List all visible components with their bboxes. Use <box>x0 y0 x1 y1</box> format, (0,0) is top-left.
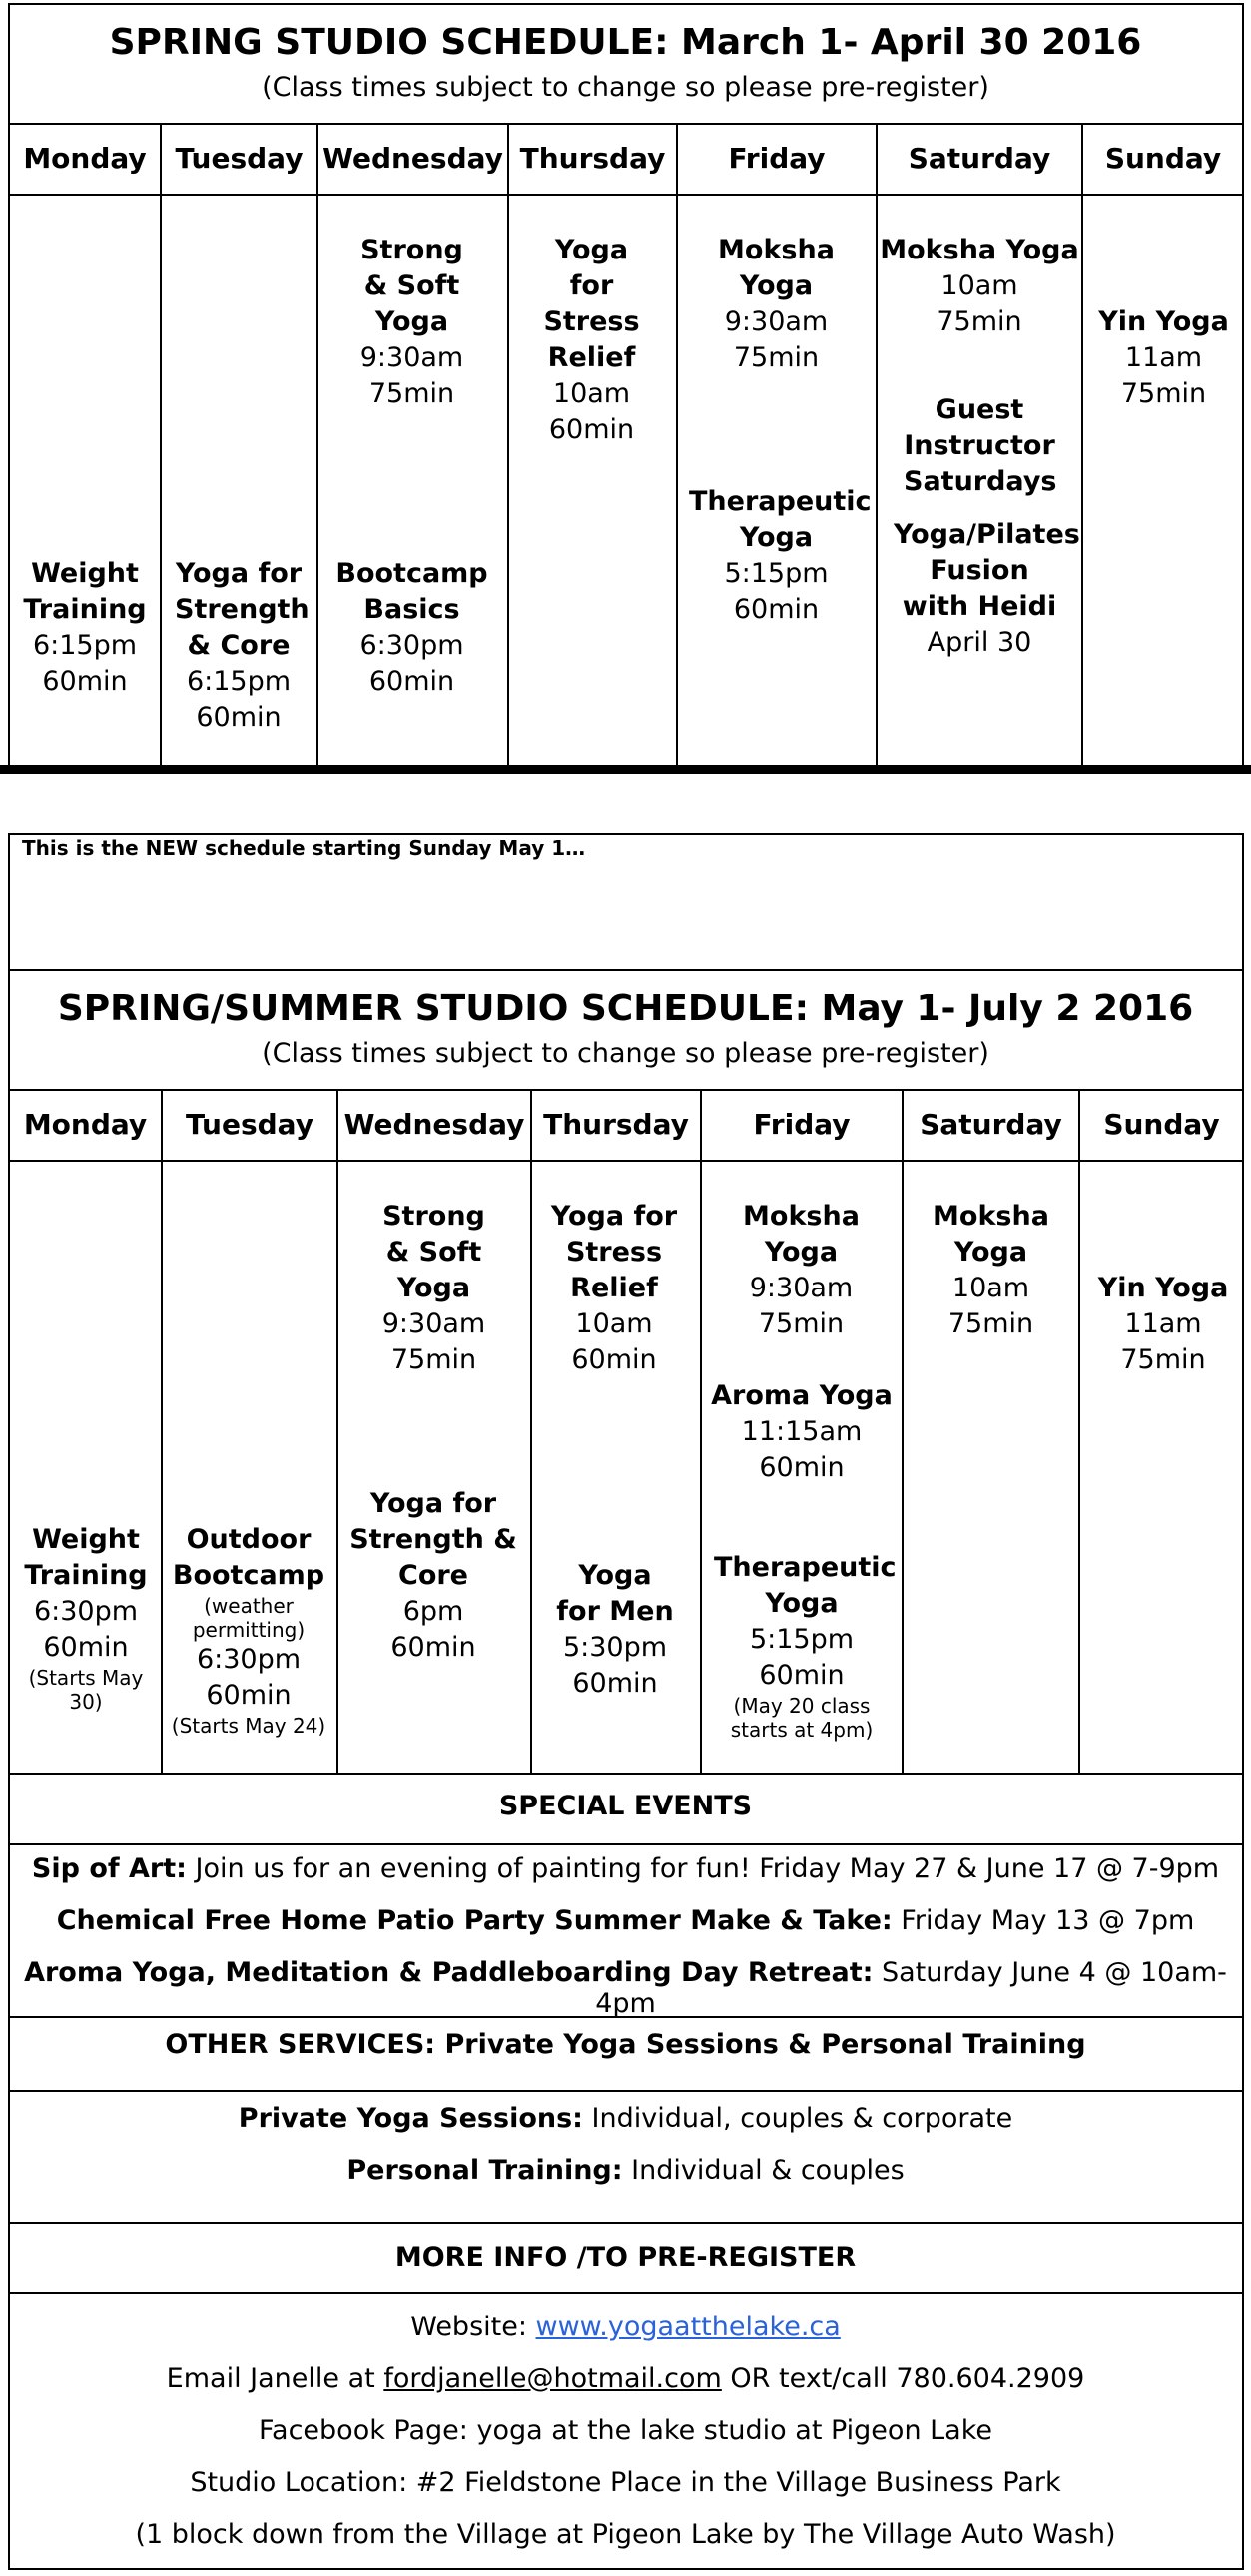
class-name: Aroma Yoga <box>711 1380 893 1411</box>
bottom-schedule-subtitle: (Class times subject to change so please pre-register) <box>262 1038 989 1069</box>
class-time: 9:30am <box>749 1273 854 1303</box>
top-schedule-subtitle: (Class times subject to change so please pre-register) <box>262 72 989 103</box>
class-block <box>366 1199 501 1378</box>
class-duration: 60min <box>43 1632 129 1663</box>
special-events-heading-divider <box>8 1843 1244 1845</box>
event-text: Friday May 13 @ 7pm <box>892 1905 1195 1936</box>
day-header-sunday: Sunday <box>1103 1108 1220 1141</box>
special-events-divider <box>8 1773 1244 1775</box>
class-block <box>554 1558 676 1702</box>
class-name: Yoga for Strength & Core <box>175 558 310 661</box>
day-header-saturday: Saturday <box>920 1108 1062 1141</box>
class-note: (May 20 class starts at 4pm) <box>730 1694 874 1742</box>
class-note: (weather permitting) <box>192 1594 306 1642</box>
class-block <box>894 517 1080 661</box>
day-header-friday: Friday <box>728 142 826 175</box>
special-events-heading: SPECIAL EVENTS <box>498 1791 753 1821</box>
class-duration: 75min <box>758 1308 845 1339</box>
class-block <box>1084 1271 1242 1378</box>
service-text: Individual, couples & corporate <box>582 2103 1013 2134</box>
top-header-divider <box>8 123 1244 125</box>
class-time: 9:30am <box>381 1308 486 1339</box>
class-name: Strong & Soft Yoga <box>382 1201 485 1303</box>
bottom-dayrow-divider <box>8 1160 1244 1162</box>
class-name: Therapeutic Yoga <box>689 486 872 553</box>
event-label: Aroma Yoga, Meditation & Paddleboarding Day Retreat: <box>24 1957 874 1988</box>
event-text: Join us for an evening of painting for fun! Friday May 27 & June 17 @ 7-9pm <box>186 1853 1220 1884</box>
class-name: Moksha Yoga <box>933 1201 1049 1268</box>
email-line <box>10 2363 1241 2394</box>
class-duration: 60min <box>42 666 128 697</box>
class-name: Yoga for Men <box>556 1560 674 1627</box>
class-date: April 30 <box>927 627 1032 658</box>
top-col-divider <box>160 124 162 768</box>
section-separator <box>0 765 1251 774</box>
day-header-tuesday: Tuesday <box>175 142 304 175</box>
class-time: 5:15pm <box>749 1624 855 1655</box>
class-duration: 60min <box>733 594 820 625</box>
class-name: Yin Yoga <box>1097 1273 1229 1303</box>
top-col-divider <box>676 124 678 768</box>
email-link[interactable]: fordjanelle@hotmail.com <box>383 2363 722 2394</box>
class-name: Outdoor Bootcamp <box>172 1524 325 1591</box>
class-time: 11am <box>1124 342 1203 373</box>
bottom-col-divider <box>336 1090 338 1773</box>
other-services-divider <box>8 2016 1244 2018</box>
more-info-divider <box>8 2222 1244 2224</box>
top-col-divider <box>316 124 318 768</box>
class-duration: 75min <box>733 342 820 373</box>
day-header-monday: Monday <box>23 1108 148 1141</box>
class-name: Yoga/Pilates Fusion with Heidi <box>894 519 1080 622</box>
class-time: 10am <box>575 1308 653 1339</box>
class-name: Strong & Soft Yoga <box>360 235 463 337</box>
class-name: Moksha Yoga <box>880 235 1079 265</box>
more-info-heading: MORE INFO /TO PRE-REGISTER <box>394 2242 857 2273</box>
bottom-col-divider <box>1078 1090 1080 1773</box>
class-time: 6:30pm <box>196 1644 302 1675</box>
class-duration: 60min <box>196 702 282 733</box>
class-block <box>714 1550 897 1742</box>
top-dayrow-divider <box>8 194 1244 196</box>
class-block <box>549 1199 679 1378</box>
class-name: Guest Instructor Saturdays <box>904 394 1057 497</box>
class-duration: 60min <box>206 1680 292 1711</box>
event-label: Sip of Art: <box>31 1853 187 1884</box>
service-label: Private Yoga Sessions: <box>238 2103 583 2134</box>
website-line <box>10 2312 1241 2342</box>
class-name: Therapeutic Yoga <box>714 1552 897 1619</box>
class-duration: 75min <box>1120 378 1207 409</box>
more-info-heading-divider <box>8 2292 1244 2294</box>
email-prefix: Email Janelle at <box>166 2363 384 2394</box>
directions-line: (1 block down from the Village at Pigeon Lake by The Village Auto Wash) <box>135 2519 1116 2550</box>
day-header-thursday: Thursday <box>519 142 666 175</box>
class-block <box>714 233 839 376</box>
day-header-wednesday: Wednesday <box>322 142 503 175</box>
event-text: Saturday June 4 @ 10am-4pm <box>595 1957 1227 2019</box>
class-time: 6pm <box>402 1596 464 1627</box>
class-name: Yoga for Strength & Core <box>349 1488 517 1591</box>
day-header-tuesday: Tuesday <box>186 1108 313 1141</box>
event-day-retreat <box>10 1957 1241 2019</box>
class-duration: 60min <box>572 1668 658 1699</box>
class-time: 9:30am <box>724 306 829 337</box>
class-name: Weight Training <box>24 1524 148 1591</box>
class-name: Weight Training <box>23 558 147 625</box>
email-suffix: OR text/call 780.604.2909 <box>721 2363 1085 2394</box>
class-duration: 60min <box>390 1632 476 1663</box>
class-name: Moksha Yoga <box>743 1201 860 1268</box>
service-private-yoga <box>10 2103 1241 2134</box>
class-block <box>349 1486 517 1666</box>
bottom-col-divider <box>700 1090 702 1773</box>
class-duration: 60min <box>759 1660 845 1691</box>
class-name: Yoga for Stress Relief <box>543 235 640 373</box>
class-duration: 60min <box>759 1452 845 1483</box>
class-time: 9:30am <box>359 342 464 373</box>
class-time: 6:30pm <box>359 630 464 661</box>
class-name: Yin Yoga <box>1098 306 1229 337</box>
facebook-line: Facebook Page: yoga at the lake studio at Pigeon Lake <box>258 2415 993 2446</box>
top-col-divider <box>1081 124 1083 768</box>
class-time: 6:30pm <box>33 1596 139 1627</box>
note-divider <box>8 969 1244 971</box>
class-duration: 75min <box>947 1308 1034 1339</box>
class-time: 10am <box>552 378 631 409</box>
day-header-friday: Friday <box>753 1108 851 1141</box>
day-header-wednesday: Wednesday <box>343 1108 525 1141</box>
class-block <box>22 1522 150 1714</box>
day-header-thursday: Thursday <box>543 1108 689 1141</box>
class-block <box>739 1199 864 1342</box>
service-text: Individual & couples <box>622 2155 905 2186</box>
top-col-divider <box>507 124 509 768</box>
class-duration: 75min <box>390 1344 477 1375</box>
class-duration: 60min <box>571 1344 657 1375</box>
location-line: Studio Location: #2 Fieldstone Place in the Village Business Park <box>190 2467 1061 2498</box>
class-block <box>904 392 1055 500</box>
class-time: 10am <box>951 1273 1030 1303</box>
class-time: 11am <box>1124 1308 1202 1339</box>
class-block <box>168 1522 329 1738</box>
event-sip-of-art <box>10 1853 1241 1884</box>
class-time: 5:30pm <box>562 1632 668 1663</box>
class-time: 10am <box>940 270 1018 301</box>
class-duration: 75min <box>1120 1344 1206 1375</box>
class-block <box>924 1199 1058 1342</box>
class-block <box>879 233 1080 340</box>
class-block <box>344 233 479 412</box>
class-name: Bootcamp Basics <box>335 558 488 625</box>
class-block <box>529 233 654 448</box>
class-name: Moksha Yoga <box>718 235 835 301</box>
class-note: (Starts May 30) <box>28 1666 144 1714</box>
top-col-divider <box>876 124 878 768</box>
bottom-col-divider <box>161 1090 163 1773</box>
other-services-heading-divider <box>8 2090 1244 2092</box>
bottom-header-divider <box>8 1089 1244 1091</box>
bottom-col-divider <box>902 1090 904 1773</box>
website-label: Website: <box>410 2312 536 2342</box>
class-time: 6:15pm <box>186 666 292 697</box>
class-block <box>707 1378 897 1486</box>
class-duration: 75min <box>937 306 1022 337</box>
website-link[interactable]: www.yogaatthelake.ca <box>535 2312 841 2342</box>
other-services-heading: OTHER SERVICES: Private Yoga Sessions & Personal Training <box>165 2029 1086 2060</box>
class-block <box>175 556 310 736</box>
class-block <box>329 556 494 700</box>
class-time: 11:15am <box>741 1416 863 1447</box>
class-duration: 60min <box>548 414 635 445</box>
class-duration: 75min <box>368 378 455 409</box>
class-time: 5:15pm <box>724 558 829 589</box>
class-block <box>10 556 160 700</box>
new-schedule-note: This is the NEW schedule starting Sunday May 1… <box>22 836 586 860</box>
day-header-saturday: Saturday <box>908 142 1051 175</box>
event-patio-party <box>10 1905 1241 1936</box>
class-block <box>689 484 872 628</box>
bottom-col-divider <box>530 1090 532 1773</box>
class-block <box>1086 304 1241 412</box>
event-label: Chemical Free Home Patio Party Summer Make & Take: <box>56 1905 893 1936</box>
class-time: 6:15pm <box>32 630 138 661</box>
day-header-monday: Monday <box>23 142 147 175</box>
class-duration: 60min <box>368 666 455 697</box>
day-header-sunday: Sunday <box>1104 142 1222 175</box>
service-label: Personal Training: <box>346 2155 623 2186</box>
bottom-schedule-title: SPRING/SUMMER STUDIO SCHEDULE: May 1- July 2 2016 <box>57 988 1194 1029</box>
class-name: Yoga for Stress Relief <box>550 1201 678 1303</box>
top-schedule-title: SPRING STUDIO SCHEDULE: March 1- April 30 2016 <box>109 22 1142 63</box>
class-note: (Starts May 24) <box>171 1714 326 1738</box>
service-personal-training <box>10 2155 1241 2186</box>
